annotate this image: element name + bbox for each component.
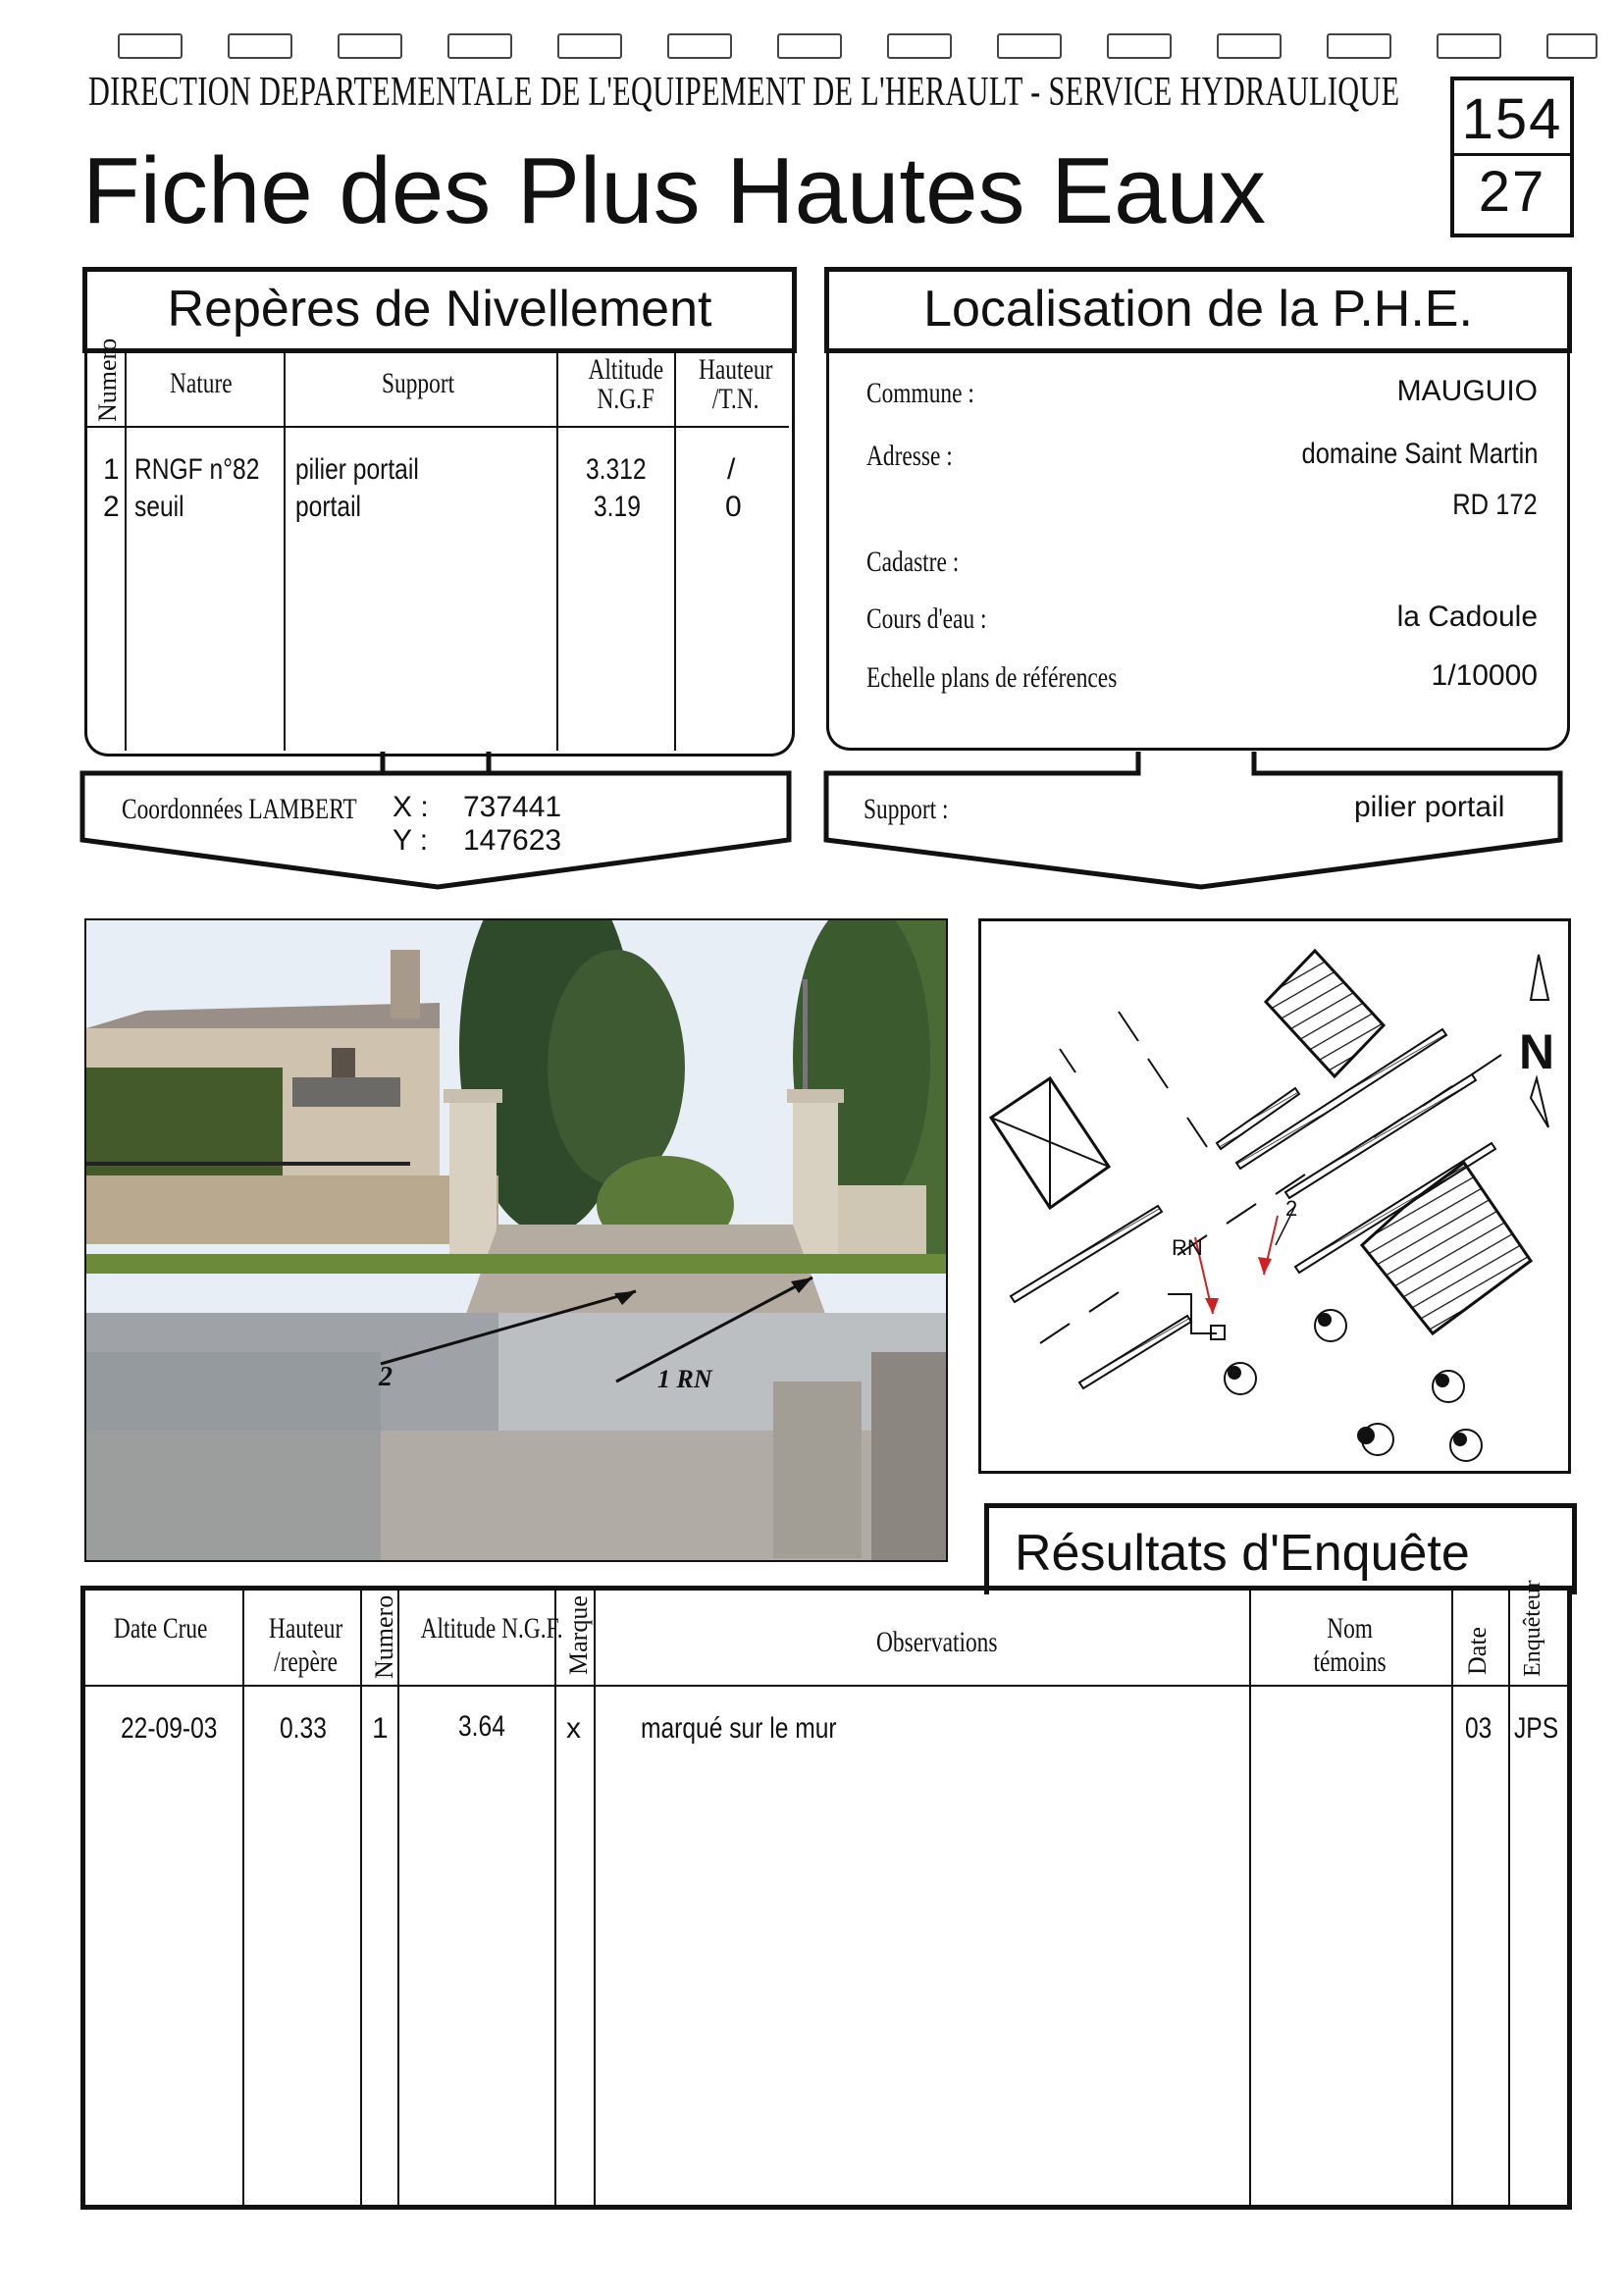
table-row-1-support: pilier portail	[295, 453, 419, 486]
table-row-1-altitude: 3.312	[586, 453, 647, 486]
table-row-2-hauteur: 0	[725, 491, 742, 523]
localisation-heading-box	[824, 267, 1572, 353]
department-header: DIRECTION DEPARTEMENTALE DE L'EQUIPEMENT DE L'HERAULT - SERVICE HYDRAULIQUE	[88, 70, 1400, 115]
lambert-x-label: X :	[393, 791, 429, 823]
adresse-line-2: RD 172	[1452, 489, 1538, 521]
localisation-heading: Localisation de la P.H.E.	[923, 281, 1473, 338]
photo-label-1rn: 1 RN	[657, 1365, 712, 1393]
result-row-1-marque: x	[566, 1712, 581, 1745]
col-altitude: Altitude N.G.F	[588, 353, 664, 415]
result-row-1-date: 03	[1465, 1712, 1492, 1745]
support-label: Support :	[864, 793, 949, 825]
col-observations: Observations	[876, 1626, 998, 1658]
reperes-table	[84, 338, 795, 757]
col-support: Support	[382, 367, 455, 399]
col-nom-temoins: Nom témoins	[1313, 1612, 1387, 1678]
adresse-label: Adresse :	[866, 440, 953, 472]
site-photo	[84, 918, 948, 1562]
table-row-2-altitude: 3.19	[594, 491, 641, 523]
col-enqueteur: Enquêteur	[1520, 1580, 1545, 1677]
page-title: Fiche des Plus Hautes Eaux	[82, 138, 1266, 243]
commune-value: MAUGUIO	[1396, 375, 1538, 407]
site-plan	[978, 918, 1571, 1474]
lambert-label: Coordonnées LAMBERT	[122, 793, 357, 825]
col-date-crue: Date Crue	[113, 1612, 208, 1644]
col-numero: Numero	[93, 338, 122, 422]
echelle-label: Echelle plans de références	[866, 661, 1118, 694]
localisation-panel	[826, 349, 1570, 751]
cours-value: la Cadoule	[1396, 600, 1538, 633]
resultats-heading: Résultats d'Enquête	[1015, 1525, 1470, 1582]
plan-label-rn: RN	[1172, 1235, 1203, 1260]
result-row-1-date-crue: 22-09-03	[121, 1712, 218, 1745]
reperes-heading: Repères de Nivellement	[167, 281, 712, 338]
north-label: N	[1519, 1024, 1555, 1079]
photo-label-2: 2	[379, 1362, 393, 1392]
sheet-id-top: 154	[1461, 87, 1563, 151]
resultats-heading-box	[984, 1503, 1577, 1594]
table-row-1-numero: 1	[103, 453, 120, 486]
cadastre-label: Cadastre :	[866, 546, 960, 578]
col-hauteur: Hauteur /T.N.	[699, 353, 773, 415]
reperes-heading-box	[82, 267, 797, 353]
table-row-2-support: portail	[295, 491, 362, 523]
result-row-1-hauteur: 0.33	[280, 1712, 327, 1745]
result-row-1-enqueteur: JPS	[1514, 1712, 1559, 1745]
lambert-x: 737441	[463, 791, 562, 823]
table-row-1-hauteur: /	[727, 453, 736, 486]
col-numero-resultats: Numero	[370, 1594, 398, 1679]
table-row-2-nature: seuil	[134, 491, 184, 523]
sheet-id-box	[1450, 77, 1574, 237]
table-row-1-nature: RNGF n°82	[134, 453, 260, 486]
result-row-1-altitude: 3.64	[458, 1710, 505, 1743]
cours-label: Cours d'eau :	[866, 602, 987, 635]
lambert-y: 147623	[463, 824, 562, 857]
col-altitude-ngf: Altitude N.G.F.	[420, 1612, 563, 1644]
result-row-1-observations: marqué sur le mur	[641, 1712, 837, 1745]
col-hauteur-repere: Hauteur /repère	[268, 1612, 343, 1678]
plan-label-2: 2	[1285, 1196, 1298, 1221]
col-date: Date	[1463, 1626, 1492, 1675]
table-row-2-numero: 2	[103, 491, 120, 523]
resultats-table	[80, 1580, 1572, 2210]
adresse-line-1: domaine Saint Martin	[1301, 438, 1538, 470]
sheet-id-bottom: 27	[1478, 160, 1546, 224]
result-row-1-numero: 1	[372, 1712, 389, 1745]
lambert-y-label: Y :	[393, 824, 429, 857]
col-marque: Marque	[564, 1595, 593, 1675]
echelle-value: 1/10000	[1431, 659, 1538, 692]
commune-label: Commune :	[866, 377, 974, 409]
support-value: pilier portail	[1354, 791, 1505, 823]
col-nature: Nature	[170, 367, 233, 399]
